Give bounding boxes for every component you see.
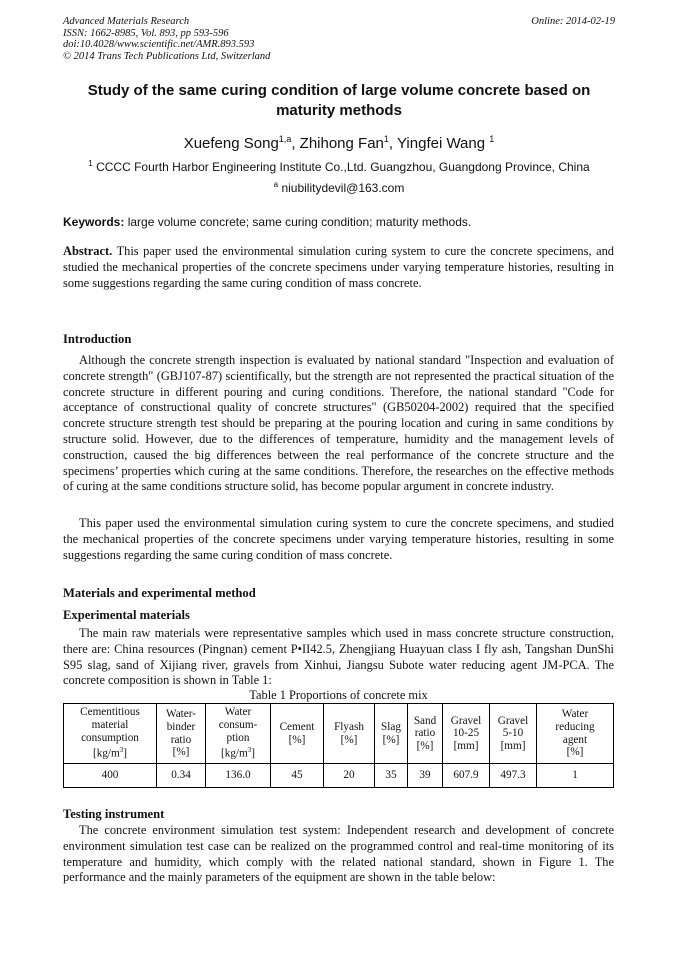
section-heading-introduction: Introduction (63, 332, 132, 346)
affiliation-text: CCCC Fourth Harbor Engineering Institute Co.,Ltd. Guangzhou, Guangdong Province, China (96, 160, 590, 174)
table-header-cell: Flyash [%] (324, 704, 375, 764)
table-cell: 20 (324, 764, 375, 788)
subsection-heading-testing: Testing instrument (63, 807, 165, 821)
table-row (64, 764, 614, 788)
materials-paragraph: The main raw materials were representative samples which used in mass concrete structure construction, there are: China resources (Pingnan) cement P•II42.5, Zhengjiang Huayuan class I fly ash, Tangshan DunShi S95 slag, sand of Xijiang river, gravels from Xinhui, Jiangsu Subote water reducing agent JM-PCA. The concrete composition is shown in Table 1: (63, 626, 614, 688)
table-cell: 35 (375, 764, 408, 788)
abstract-label: Abstract. (63, 244, 113, 258)
author-name: Zhihong Fan (299, 135, 384, 152)
title-line-2: maturity methods (276, 102, 402, 119)
table-cell: 136.0 (206, 764, 271, 788)
table-header-cell: Water- binder ratio [%] (157, 704, 206, 764)
table-header-cell: Sand ratio [%] (408, 704, 443, 764)
issn: ISSN: 1662-8985, Vol. 893, pp 593-596 (63, 27, 229, 39)
keywords (63, 215, 471, 229)
intro-paragraph-1: Although the concrete strength inspection is evaluated by national standard "Inspection and evaluation of concrete strength" (GBJ107-87) scientifically, but the strength are not represented the practical situation of the concrete structure in different pouring and curing conditions. Therefore, the national standard "Code for acceptance of constructional quality of concrete structures" (GB50204-2002) required that the specified concrete structure strength test should be preparing at the pouring location and curing in same conditions by structure solid. However, due to the differences of temperature, humidity and the management levels of construction, caused the big differences between the real performance of the concrete structure and the specimens’ properties which curing at the same conditions. Therefore, the researches on the effective methods of curing at the same conditions structure solid, has become popular argument in concrete industry. (63, 353, 614, 494)
title-line-1: Study of the same curing condition of large volume concrete based on (87, 82, 591, 99)
email-text: niubilitydevil@163.com (281, 181, 405, 195)
author-sup: 1 (383, 134, 389, 144)
subsection-heading-materials: Experimental materials (63, 608, 190, 622)
table-cell: 497.3 (490, 764, 537, 788)
table-header-cell: Gravel 5-10 [mm] (490, 704, 537, 764)
email-sup: a (273, 180, 279, 189)
doi: doi:10.4028/www.scientific.net/AMR.893.593 (63, 39, 255, 50)
copyright: © 2014 Trans Tech Publications Ltd, Switzerland (63, 50, 271, 62)
table-header-cell: Gravel 10-25 [mm] (443, 704, 490, 764)
author-list (0, 134, 678, 152)
table-header-cell: Cementitious material consumption $[kg/m^3]$ (64, 704, 157, 764)
keywords-text: large volume concrete; same curing condition; maturity methods. (127, 215, 472, 229)
table-cell: 0.34 (157, 764, 206, 788)
paper-title (40, 81, 638, 121)
table-header-row (64, 704, 614, 764)
table-header-cell: Cement [%] (271, 704, 324, 764)
online-date: Online: 2014-02-19 (531, 16, 615, 27)
keywords-label: Keywords: (63, 215, 125, 229)
author-separator: , (291, 135, 296, 152)
affiliation (0, 159, 678, 174)
table-header-cell: Water reducing agent [%] (537, 704, 614, 764)
author-separator: , (388, 135, 394, 152)
table-cell: 39 (408, 764, 443, 788)
mix-proportion-table (63, 703, 614, 788)
author-name: Xuefeng Song (183, 135, 279, 152)
journal-name: Advanced Materials Research (63, 16, 190, 27)
abstract (63, 244, 614, 291)
journal-header (63, 16, 270, 62)
author-sup: 1 (489, 134, 495, 144)
section-heading-methods: Materials and experimental method (63, 586, 256, 600)
affiliation-sup: 1 (88, 159, 93, 168)
testing-paragraph: The concrete environment simulation test system: Independent research and development of concrete environment simulation test case can be realized on the programmed control and real-time monitoring of its temperature and humidity, which comply with the related national standard, shown in Figure 1. The performance and the mainly parameters of the equipment are shown in the table below: (63, 823, 614, 885)
table-header-cell: Water consum- ption $[kg/m^3]$ (206, 704, 271, 764)
intro-paragraph-2: This paper used the environmental simulation curing system to cure the concrete specimens, and studied the mechanical properties of the concrete specimens under varying temperature histories, resulting in some suggestions regarding the same curing condition of mass concrete. (63, 516, 614, 562)
table-cell: 400 (64, 764, 157, 788)
author-name: Yingfei Wang (396, 135, 486, 152)
table-header-cell: Slag [%] (375, 704, 408, 764)
table-cell: 1 (537, 764, 614, 788)
author-email (0, 180, 678, 195)
table-cell: 45 (271, 764, 324, 788)
table-cell: 607.9 (443, 764, 490, 788)
abstract-text: This paper used the environmental simulation curing system to cure the concrete specimens, and studied the mechanical properties of the concrete specimens under varying temperature histories, resulting in some suggestions regarding the same curing condition of mass concrete. (63, 244, 615, 290)
author-sup: 1,a (278, 134, 292, 144)
table-caption: Table 1 Proportions of concrete mix (249, 688, 428, 702)
